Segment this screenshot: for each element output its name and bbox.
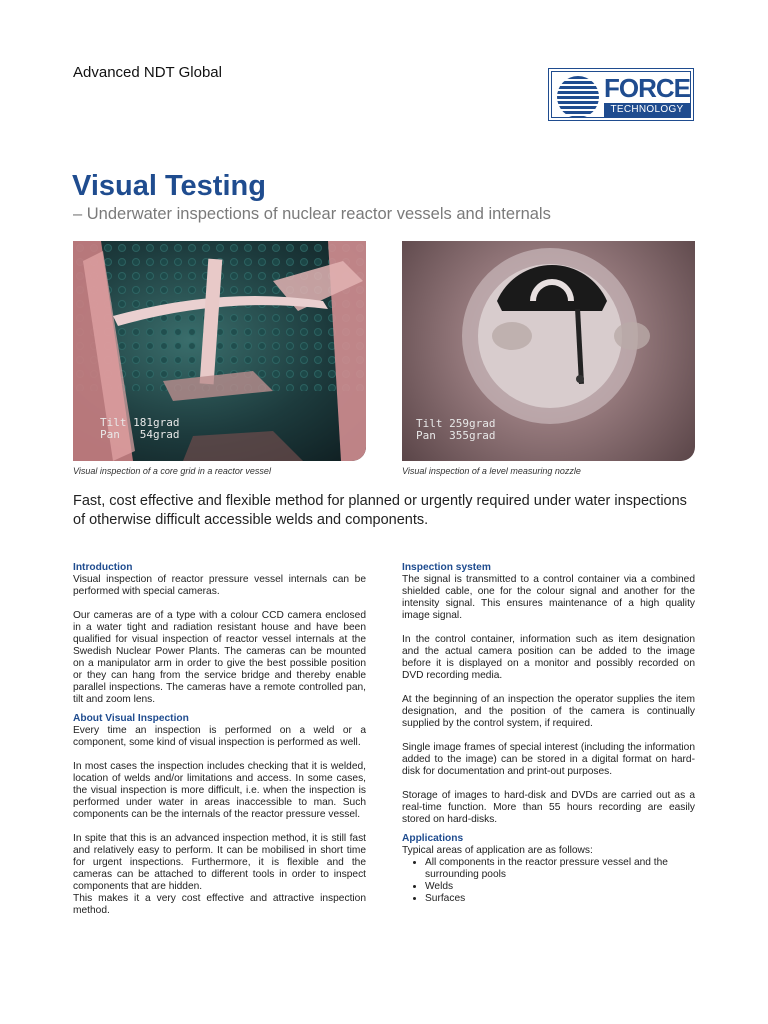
globe-icon [557, 76, 599, 118]
force-technology-logo [548, 68, 694, 121]
tilt-readout: Tilt 259grad [416, 417, 496, 430]
list-item: • Surfaces [425, 893, 695, 905]
photo-caption: Visual inspection of a level measuring nozzle [402, 466, 581, 476]
paragraph: Visual inspection of reactor pressure vessel internals can be performed with special cameras. [73, 574, 366, 597]
list-item: • All components in the reactor pressure vessel and the surrounding pools [425, 857, 695, 881]
paragraph: Our cameras are of a type with a colour CCD camera enclosed in a water tight and radiation resistant house and have been qualified for visual inspection of reactor vessel internals at the Swedish Nuclear Power Plants. The cameras can be mounted on a manipulator arm in order to give the best possible position or they can hang from the service bridge and thereby enable parallel inspections. The cameras have a remote controlled pan, tilt and zoom lens. [73, 610, 366, 705]
organization-name: Advanced NDT Global [73, 64, 222, 81]
tilt-readout: Tilt 181grad [100, 416, 180, 429]
paragraph: In the control container, information such as item designation and the actual camera position can be added to the image before it is displayed on a monitor and possibly recorded on DVD recording media. [402, 634, 695, 681]
paragraph: This makes it a very cost effective and attractive inspection method. [73, 893, 366, 916]
logo-word: FORCE [604, 73, 690, 103]
introduction-heading: Introduction [73, 562, 133, 573]
paragraph: Single image frames of special interest (including the information added to the image) can be stored in a digital format on hard-disk for documentation and print-out purposes. [402, 742, 695, 777]
photo-level-nozzle [402, 241, 695, 461]
logo-frame [551, 71, 691, 118]
paragraph: In spite that this is an advanced inspection method, it is still fast and relatively easy to perform. It can be mobilised in short time for urgent inspections. Furthermore, it is flexible and the cameras can be attached to different tools in order to inspect components that are hidden. [73, 833, 366, 892]
right-column [402, 562, 695, 905]
paragraph: Typical areas of application are as follows: [402, 845, 593, 856]
paragraph: The signal is transmitted to a control container via a combined shielded cable, one for the colour signal and another for the intensity signal. This ensures maintenance of a high quality image signal. [402, 574, 695, 621]
logo-subtitle: TECHNOLOGY [604, 103, 690, 117]
photo-caption: Visual inspection of a core grid in a reactor vessel [73, 466, 271, 476]
paragraph: Every time an inspection is performed on a weld or a component, some kind of visual inspection is performed as well. [73, 725, 366, 748]
page-title: Visual Testing [72, 170, 266, 202]
paragraph: Storage of images to hard-disk and DVDs are carried out as a real-time function. More than 55 hours recording are easily stored on hard-disks. [402, 790, 695, 825]
paragraph: In most cases the inspection includes checking that it is welded, location of welds and/or limitations and access. In some cases, the visual inspection is more difficult, i.e. when the inspection is performed under water in areas inaccessible to man. Such components can be the internals of the reactor pressure vessel. [73, 761, 366, 820]
paragraph: At the beginning of an inspection the operator supplies the item designation, and the position of the camera is continually supplied by the control system, if required. [402, 694, 695, 729]
inspection-system-heading: Inspection system [402, 562, 491, 573]
lead-paragraph: Fast, cost effective and flexible method for planned or urgently required under water inspections of otherwise difficult accessible welds and components. [73, 493, 687, 528]
left-column [73, 562, 366, 917]
pan-readout: Pan 54grad [100, 428, 180, 441]
applications-heading: Applications [402, 833, 464, 844]
photo-core-grid [73, 241, 366, 461]
pan-readout: Pan 355grad [416, 429, 496, 442]
list-item: • Welds [425, 881, 695, 893]
about-heading: About Visual Inspection [73, 713, 189, 724]
applications-list [402, 857, 695, 905]
page-subtitle: – Underwater inspections of nuclear reactor vessels and internals [73, 205, 551, 223]
